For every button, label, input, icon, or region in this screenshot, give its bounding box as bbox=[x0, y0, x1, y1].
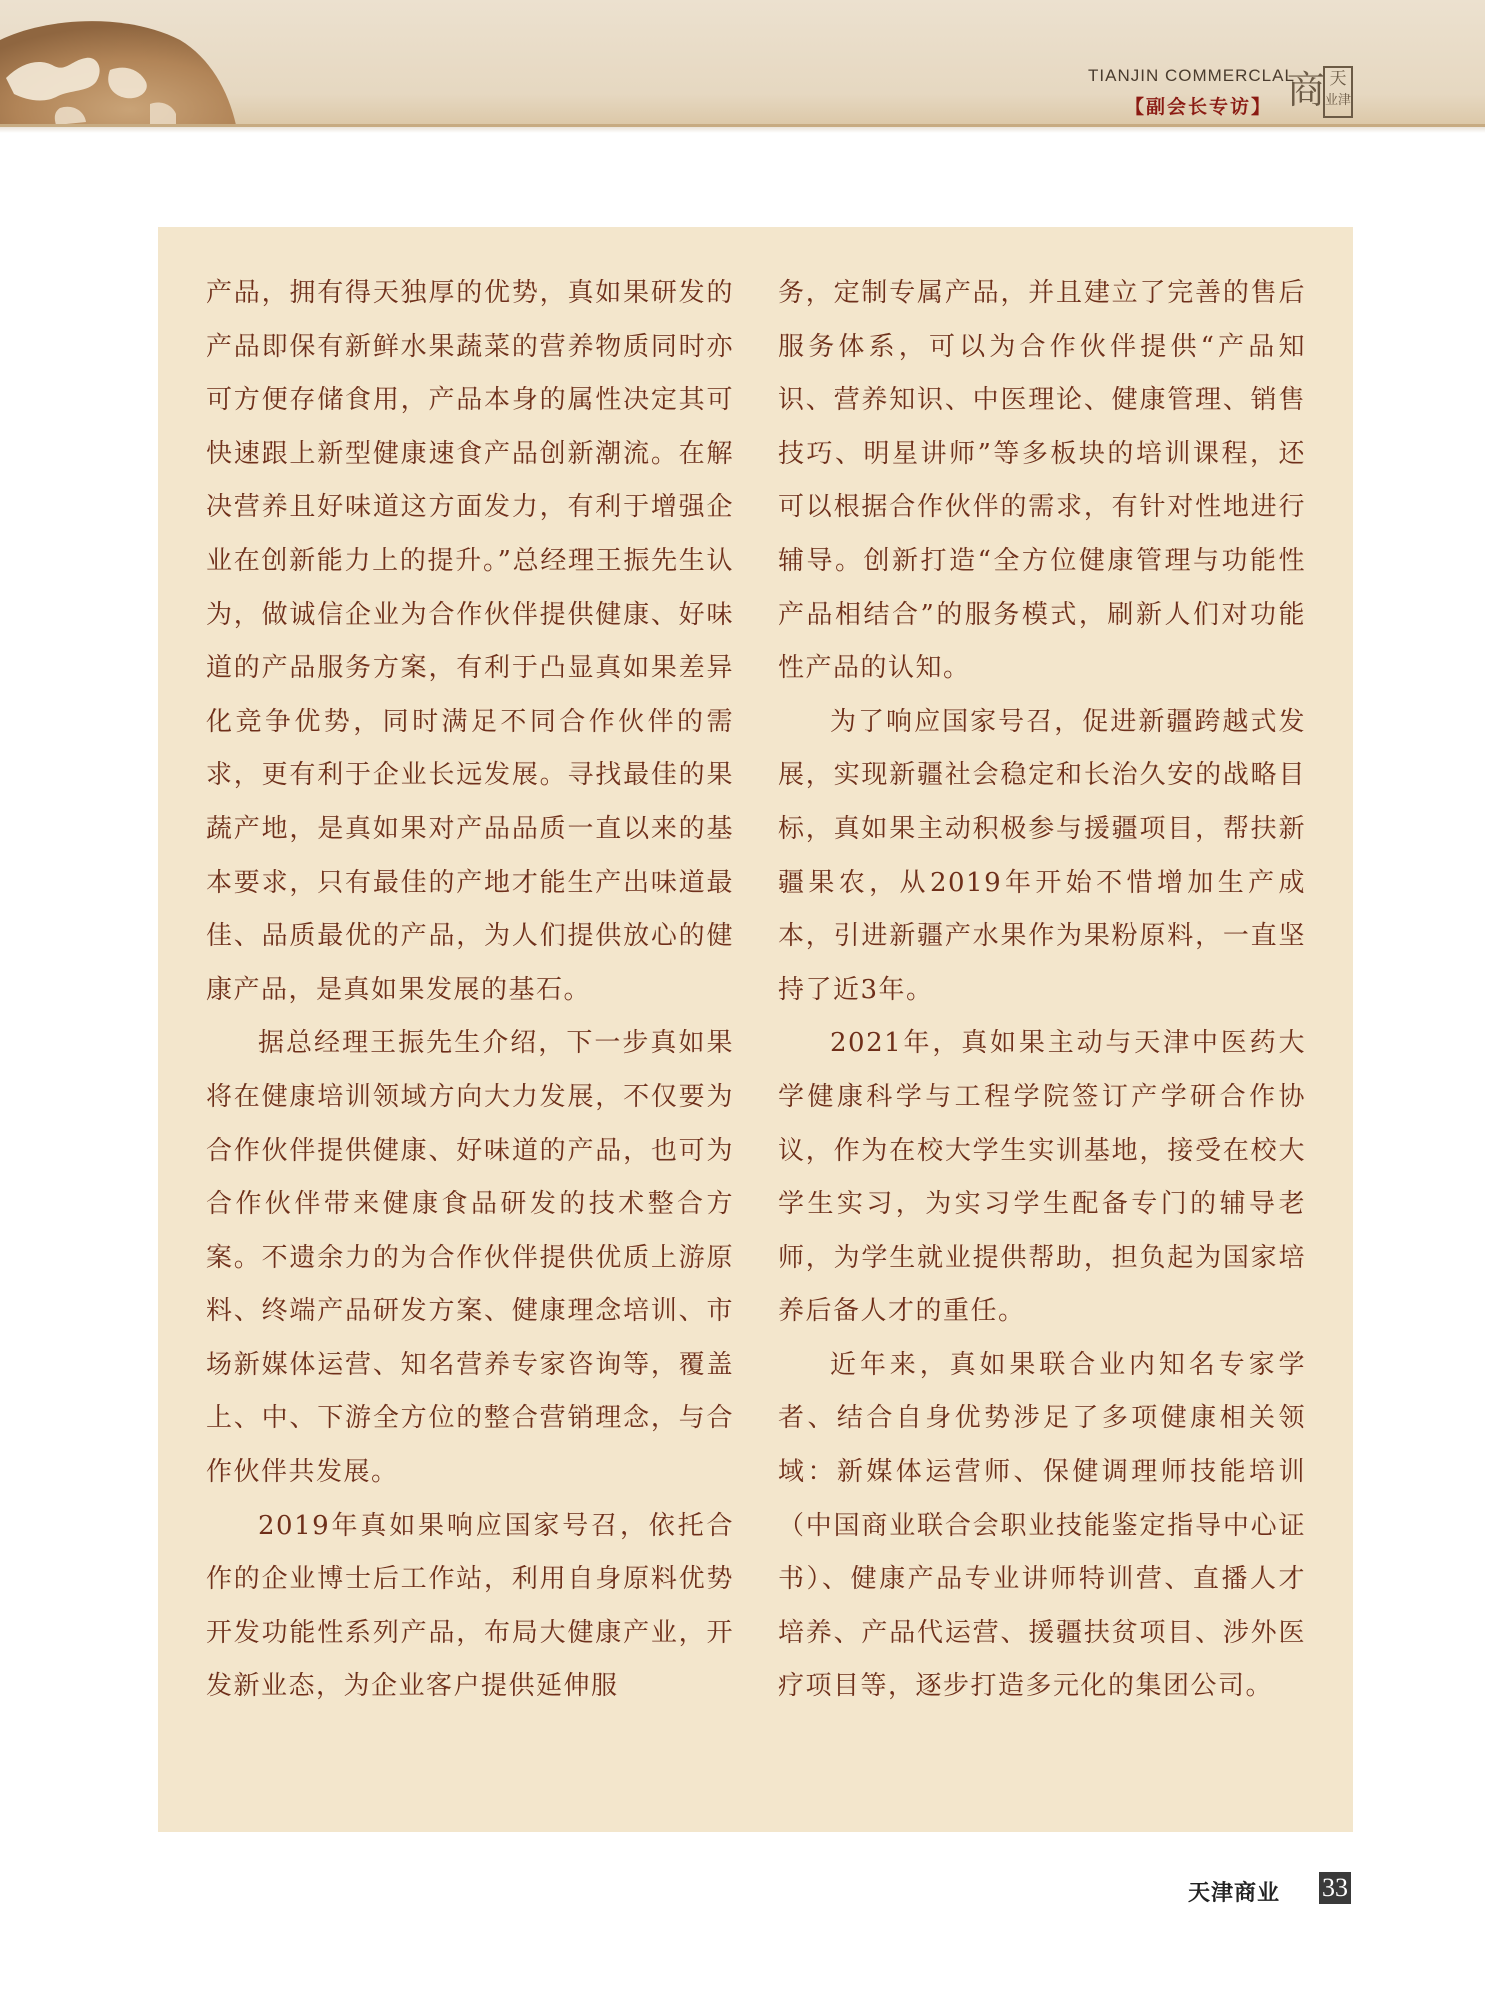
section-label: 【副会长专访】 bbox=[1125, 96, 1273, 118]
footer-publication-name: 天津商业 bbox=[1188, 1881, 1281, 1906]
logo-main-char: 商 bbox=[1287, 68, 1326, 112]
article-column-right bbox=[778, 267, 1306, 1714]
paragraph: 2021年，真如果主动与天津中医药大学健康科学与工程学院签订产学研合作协议，作为在校大学生实训基地，接受在校大学生实习，为实习学生配备专门的辅导老师，为学生就业提供帮助，担负起为国家培养后备人才的重任。 bbox=[778, 1028, 1306, 1327]
logo-bottom-chars: 业津 bbox=[1325, 93, 1352, 108]
article-column-left bbox=[206, 267, 734, 1714]
paragraph: 为了响应国家号召，促进新疆跨越式发展，实现新疆社会稳定和长治久安的战略目标，真如果主动积极参与援疆项目，帮扶新疆果农，从2019年开始不惜增加生产成本，引进新疆产水果作为果粉原料，一直坚持了近3年。 bbox=[778, 706, 1306, 1005]
article-panel bbox=[158, 227, 1353, 1832]
paragraph: 产品，拥有得天独厚的优势，真如果研发的产品即保有新鲜水果蔬菜的营养物质同时亦可方便存储食用，产品本身的属性决定其可快速跟上新型健康速食产品创新潮流。在解决营养且好味道这方面发力，有利于增强企业在创新能力上的提升。”总经理王振先生认为，做诚信企业为合作伙伴提供健康、好味道的产品服务方案，有利于凸显真如果差异化竞争优势，同时满足不同合作伙伴的需求，更有利于企业长远发展。寻找最佳的果蔬产地，是真如果对产品品质一直以来的基本要求，只有最佳的产地才能生产出味道最佳、品质最优的产品，为人们提供放心的健康产品，是真如果发展的基石。 bbox=[206, 278, 734, 1005]
globe-map-decoration bbox=[0, 0, 240, 125]
header-shadow bbox=[0, 127, 1485, 133]
paragraph: 务，定制专属产品，并且建立了完善的售后服务体系，可以为合作伙伴提供“产品知识、营养知识、中医理论、健康管理、销售技巧、明星讲师”等多板块的培训课程，还可以根据合作伙伴的需求，有针对性地进行辅导。创新打造“全方位健康管理与功能性产品相结合”的服务模式，刷新人们对功能性产品的认知。 bbox=[778, 278, 1306, 684]
paragraph: 据总经理王振先生介绍，下一步真如果将在健康培训领域方向大力发展，不仅要为合作伙伴提供健康、好味道的产品，也可为合作伙伴带来健康食品研发的技术整合方案。不遗余力的为合作伙伴提供优质上游原料、终端产品研发方案、健康理念培训、市场新媒体运营、知名营养专家咨询等，覆盖上、中、下游全方位的整合营销理念，与合作伙伴共发展。 bbox=[206, 1028, 734, 1488]
paragraph: 近年来，真如果联合业内知名专家学者、结合自身优势涉足了多项健康相关领域：新媒体运营师、保健调理师技能培训（中国商业联合会职业技能鉴定指导中心证书）、健康产品专业讲师特训营、直播人才培养、产品代运营、援疆扶贫项目、涉外医疗项目等，逐步打造多元化的集团公司。 bbox=[778, 1349, 1306, 1702]
page-number: 33 bbox=[1319, 1872, 1351, 1904]
paragraph: 2019年真如果响应国家号召，依托合作的企业博士后工作站，利用自身原料优势开发功能性系列产品，布局大健康产业，开发新业态，为企业客户提供延伸服 bbox=[206, 1510, 734, 1702]
logo-box bbox=[1323, 66, 1353, 118]
logo-top-char: 天 bbox=[1329, 69, 1347, 89]
publication-name-en: TIANJIN COMMERCLAL bbox=[1088, 66, 1295, 85]
